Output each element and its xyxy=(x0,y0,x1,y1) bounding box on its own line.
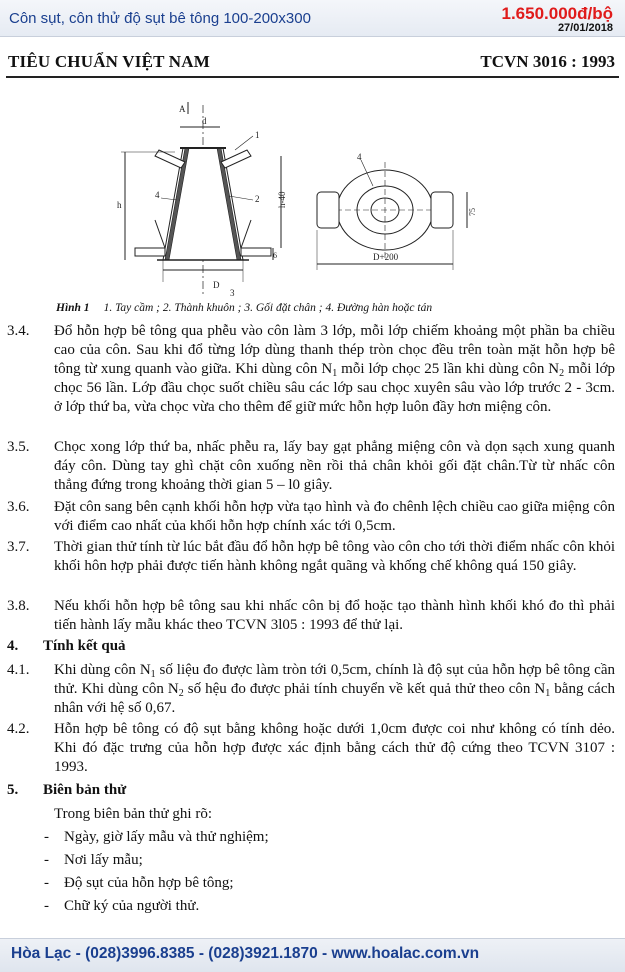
label-six: 6 xyxy=(273,251,277,260)
section-5-heading xyxy=(7,782,127,799)
figure-caption-label: Hình 1 xyxy=(56,302,90,314)
label-75: 75 xyxy=(468,208,477,216)
section-text: Chọc xong lớp thứ ba, nhấc phễu ra, lấy bay gạt phẳng miệng côn và dọn sạch xung quanh đáy côn. Dùng tay ghì chặt côn xuống nền rồi thả chân khỏi gối đặt chân.Từ từ nhấc côn thẳng đứng trong khoảng thời gian 5 – l0 giây. xyxy=(54,439,615,493)
section-3-6 xyxy=(7,498,615,536)
section-text: Đổ hỗn hợp bê tông qua phễu vào côn làm 3 lớp, mỗi lớp chiếm khoảng một phần ba chiều cao của côn. Sau khi đổ từng lớp dùng thanh thép tròn chọc đều trên toàn mặt hỗn hợp bê tông từ xung quanh vào giữa. Khi dùng côn $N_1$ mỗi lớp chọc 25 lần khi dùng côn $N_2$ mỗi lớp chọc 56 lần. Lớp đầu chọc suốt chiều sâu các lớp sau chọc xuyên sâu vào lớp trước 2 - 3cm. ở lớp thứ ba, vừa chọc vừa cho thêm để giữ mức hỗn hợp luôn đầy hơn miệng côn. xyxy=(54,323,616,415)
label-h: h xyxy=(117,200,122,210)
label-four-right: 4 xyxy=(357,152,362,162)
product-price: 1.650.000đ/bộ xyxy=(501,4,613,23)
label-two: 2 xyxy=(255,194,260,204)
section-number: 4.2. xyxy=(7,721,30,737)
section-text: Hỗn hợp bê tông có độ sụt bằng không hoặc dưới 1,0cm được coi như không có tính dẻo. Khi đó đặc trưng của hỗn hợp được xác định bằng cách thử độ cứng theo TCVN 3107 : 1993. xyxy=(54,721,615,775)
section-heading-text: Biên bản thử xyxy=(43,782,127,798)
section-text: Nếu khối hỗn hợp bê tông sau khi nhấc côn bị đổ hoặc tạo thành hình khối khó đo thì phải tiến hành lấy mẫu khác theo TCVN 3l05 : 1993 để thử lại. xyxy=(54,598,615,633)
label-d-top: d xyxy=(202,116,207,126)
section-text: Thời gian thử tính từ lúc bắt đầu đổ hỗn hợp bê tông vào côn cho tới thời điểm nhấc côn khỏi khối hôn hợp phải được tiến hành không ngắt quãng và khống chế không quá 150 giây. xyxy=(54,539,615,574)
standard-code: TCVN 3016 : 1993 xyxy=(480,52,615,71)
standard-title: TIÊU CHUẨN VIỆT NAM xyxy=(8,52,211,71)
label-one: 1 xyxy=(255,130,260,140)
product-title: Côn sụt, côn thử độ sụt bê tông 100-200x300 xyxy=(9,10,311,27)
cone-section-view xyxy=(117,102,287,298)
section-4-1 xyxy=(7,661,615,718)
section-text: Đặt côn sang bên cạnh khối hỗn hợp vừa tạo hình và đo chênh lệch chiều cao giữa miệng côn với điểm cao nhất của khối hỗn hợp chính xác tới 0,5cm. xyxy=(54,499,615,534)
top-banner xyxy=(0,0,625,37)
section-number: 5. xyxy=(7,782,19,798)
section-3-8 xyxy=(7,597,615,635)
list-item-text: Độ sụt của hỗn hợp bê tông; xyxy=(64,875,234,891)
section-4-heading xyxy=(7,638,126,655)
list-item-text: Chữ ký của người thử. xyxy=(64,898,200,914)
label-a: A xyxy=(179,104,186,114)
header-rule xyxy=(6,76,619,78)
section-number: 3.8. xyxy=(7,598,30,614)
contact-info: Hòa Lạc - (028)3996.8385 - (028)3921.1870 - www.hoalac.com.vn xyxy=(11,945,480,962)
section-number: 3.5. xyxy=(7,439,30,455)
list-dash: - xyxy=(44,875,49,891)
section-heading-text: Tính kết quả xyxy=(43,638,126,654)
cone-diagram xyxy=(95,100,605,300)
figure-caption-text: 1. Tay cầm ; 2. Thành khuôn ; 3. Gối đặt chân ; 4. Đường hàn hoặc tán xyxy=(103,302,433,314)
section-number: 4.1. xyxy=(7,662,30,678)
product-date: 27/01/2018 xyxy=(557,22,613,34)
section-text: Khi dùng côn $N_1$ số liệu đo được làm tròn tới 0,5cm, chính là độ sụt của hỗn hợp bê tông cần thử. Khi dùng côn $N_2$ số hệu đo được phải tính chuyển về kết quả thử theo côn $N_1$ bằng cách nhân với hệ số 0,67. xyxy=(54,662,615,716)
section-3-4 xyxy=(7,322,615,417)
list-item-text: Ngày, giờ lấy mẫu và thử nghiệm; xyxy=(64,829,269,845)
label-d-bottom: D xyxy=(213,280,220,290)
figure-caption xyxy=(56,302,432,314)
section-number: 3.4. xyxy=(7,323,30,339)
footer-banner xyxy=(0,938,625,972)
section-number: 3.7. xyxy=(7,539,30,555)
section-number: 3.6. xyxy=(7,499,30,515)
label-three: 3 xyxy=(230,288,235,298)
list-dash: - xyxy=(44,829,49,845)
label-d200: D+200 xyxy=(373,252,399,262)
list-dash: - xyxy=(44,898,49,914)
list-dash: - xyxy=(44,852,49,868)
list-item-text: Nơi lấy mẫu; xyxy=(64,852,143,868)
report-intro: Trong biên bản thử ghi rõ: xyxy=(54,806,212,822)
label-four-left: 4 xyxy=(155,190,160,200)
label-h40: h-40 xyxy=(277,191,287,208)
section-3-5 xyxy=(7,438,615,495)
section-3-7 xyxy=(7,538,615,595)
section-number: 4. xyxy=(7,638,19,654)
cone-top-view xyxy=(317,152,477,270)
section-4-2 xyxy=(7,720,615,777)
